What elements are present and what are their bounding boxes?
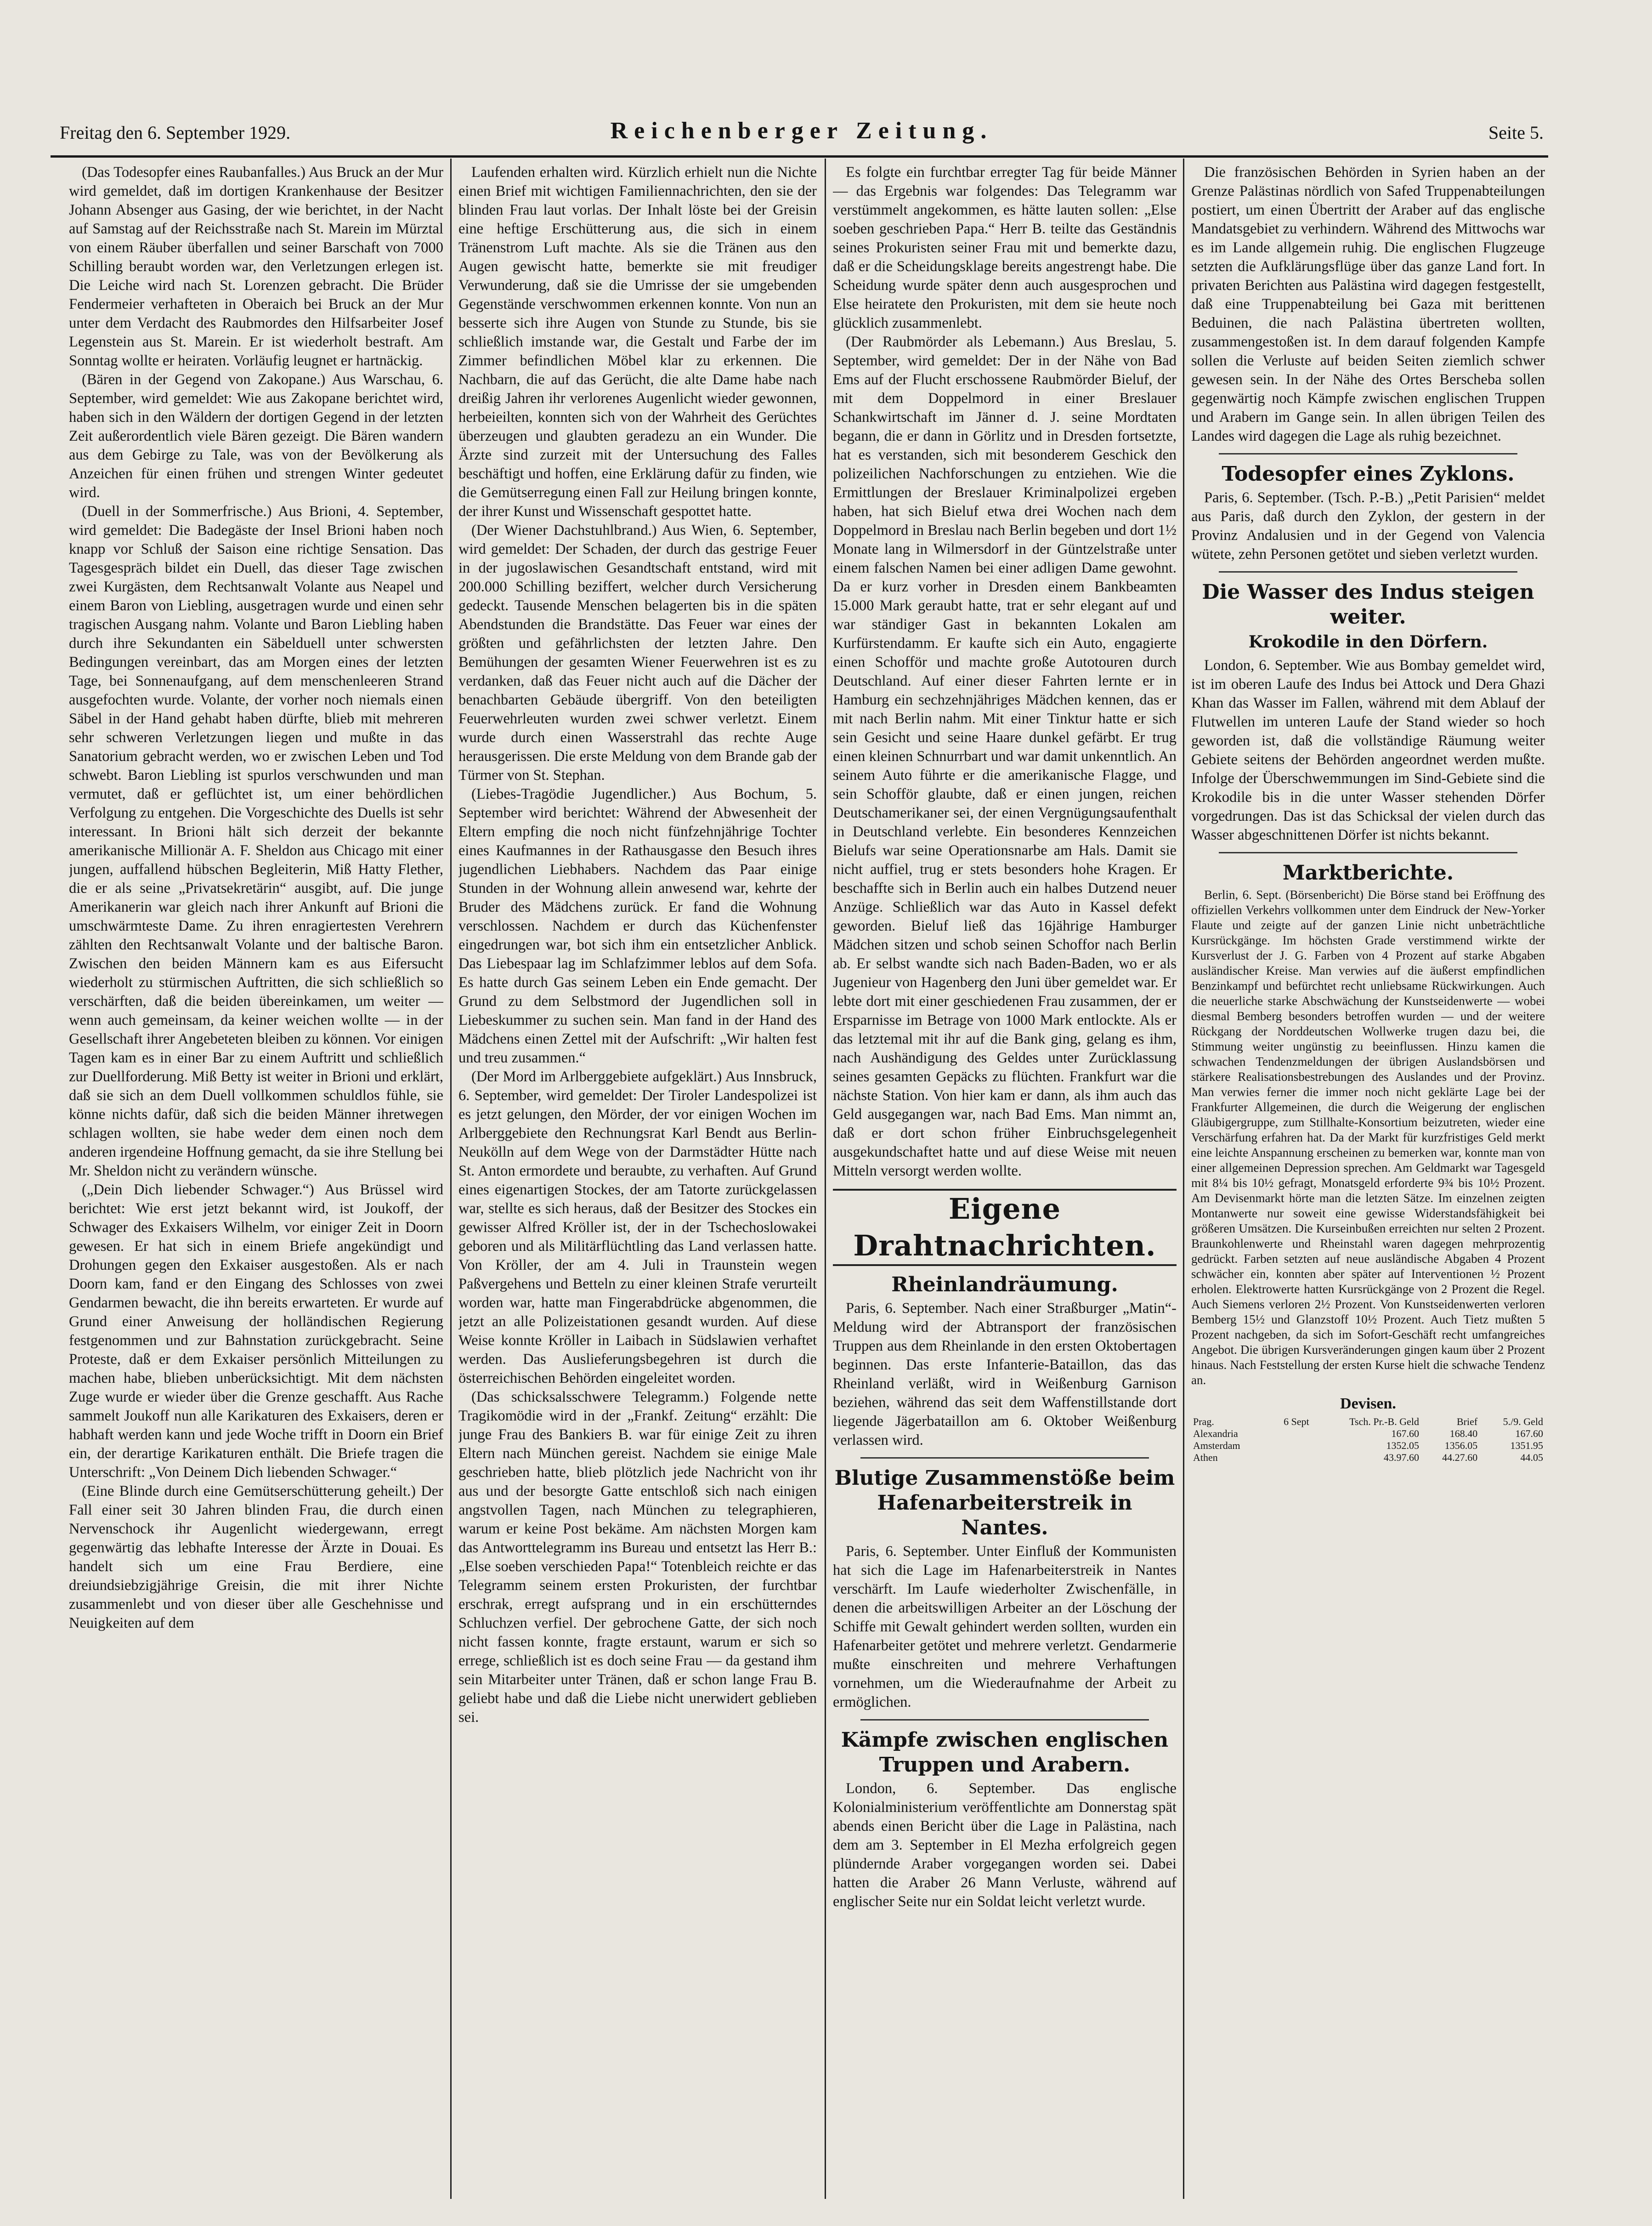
devisen-cell — [1267, 1428, 1311, 1440]
devisen-row — [1191, 1452, 1545, 1464]
column-divider — [825, 159, 826, 2199]
devisen-cell: 44.05 — [1520, 1452, 1543, 1463]
devisen-row — [1191, 1440, 1545, 1452]
devisen-header-cell: 5./9. Geld — [1503, 1416, 1543, 1427]
devisen-cell: 167.60 — [1391, 1428, 1419, 1439]
article-headline: Die Wasser des Indus steigen weiter. — [1202, 580, 1534, 629]
devisen-cell — [1267, 1440, 1311, 1452]
newspaper-title: Reichenberger Zeitung. — [610, 118, 993, 144]
article-separator — [1219, 453, 1517, 454]
devisen-title: Devisen. — [1340, 1395, 1396, 1412]
article-separator — [1219, 852, 1517, 853]
devisen-cell: 167.60 — [1515, 1428, 1543, 1439]
article-separator — [860, 1457, 1149, 1459]
article-paragraph: (Der Mord im Arlberggebiete aufgeklärt.) Aus Innsbruck, 6. September, wird gemeldet: Der Tiroler Landespolizei ist es jetzt gelungen, den Mörder, der vor einigen Wochen im Arlberggebiete den Rechnungsrat Karl Bendt aus Berlin-Neukölln auf dem Wege von der Darmstädter Hütte nach St. Anton ermordete und beraubte, zu verhaften. Auf Grund eines eigenartigen Stockes, der am Tatorte zurückgelassen war, stellte es sich heraus, daß der Besitzer des Stockes ein gewisser Alfred Kröller ist, der in der Tschechoslowakei geboren und als Militärflüchtling das Land verlassen hatte. Von Kröller, der am 4. Juli in Traunstein wegen Paßvergehens und Betteln zu einer kleinen Strafe verurteilt worden war, hatte man Fingerabdrücke abgenommen, die jetzt an alle Polizeistationen gesandt wurden. Auf diese Weise konnte Kröller in Laibach in Südslawien verhaftet werden. Das Auslieferungsbegehren ist durch die österreichischen Behörden eingeleitet worden. — [458, 1068, 817, 1386]
devisen-cell: Alexandria — [1193, 1428, 1238, 1439]
column-4 — [1191, 163, 1545, 2208]
devisen-cell: 1356.05 — [1444, 1440, 1478, 1451]
header-rule — [51, 155, 1548, 158]
devisen-cell: 1352.05 — [1386, 1440, 1419, 1451]
devisen-cell — [1267, 1452, 1311, 1464]
devisen-cell: 43.97.60 — [1384, 1452, 1419, 1463]
page-header — [60, 117, 1544, 154]
article-paragraph: (Duell in der Sommerfrische.) Aus Brioni, 4. September, wird gemeldet: Die Badegäste der Insel Brioni haben noch knapp vor Schluß der Saison eine richtige Sensation. Das Tagesgespräch bildet ein Duell, das dieser Tage zwischen zwei Kurgästen, dem Rechtsanwalt Volante aus Neapel und einem Baron von Liebling, ausgetragen wurde und einen sehr tragischen Ausgang nahm. Volante und Baron Liebling haben durch ihre Sekundanten ein Säbelduell unter schwersten Bedingungen vereinbart, das am Morgen eines der letzten Tage, bei Sonnenaufgang, auf dem menschenleeren Strand ausgefochten wurde. Volante, der vorher noch niemals einen Säbel in der Hand gehabt haben dürfte, blieb mit mehreren sehr schweren Verletzungen liegen und mußte in das Sanatorium gebracht werden, wo er zwischen Leben und Tod schwebt. Baron Liebling ist spurlos verschwunden und man vermutet, daß er geflüchtet ist, um einer behördlichen Verfolgung zu entgehen. Die Vorgeschichte des Duells ist sehr interessant. In Brioni hält sich derzeit der bekannte amerikanische Millionär A. F. Sheldon aus Chicago mit einer jungen, auffallend hübschen Begleiterin, Miß Hatty Flether, die er als seine „Privatsekretärin“ ausgibt, auf. Die junge Amerikanerin war gleich nach ihrer Ankunft auf Brioni die umschwärmteste Dame. Zu ihren enragiertesten Verehrern zählten den Rechtsanwalt Volante und der baltische Baron. Zwischen den beiden Männern kam es aus Eifersucht wiederholt zu stürmischen Auftritten, die sich schließlich so verschärften, daß die beiden übereinkamen, um weiter — wenn auch gemeinsam, da keiner weichen wollte — in der Gesellschaft ihrer Angebeteten bleiben zu können. Vor einigen Tagen kam es in einer Bar zu einem Auftritt und schließlich zur Duellforderung. Miß Betty ist weiter in Brioni und erklärt, daß sie sich an dem Duell vollkommen schuldlos fühle, sie könne nichts dafür, daß sich die beiden Männer ihretwegen schlagen wollten, sie habe weder dem einen noch dem anderen irgendeine Hoffnung gemacht, da sie ihre Stellung bei Mr. Sheldon nicht zu verändern wünsche. — [69, 503, 443, 1179]
article-paragraph: (Das Todesopfer eines Raubanfalles.) Aus Bruck an der Mur wird gemeldet, daß im dortigen Krankenhause der Besitzer Johann Absenger aus Gasing, der wie berichtet, in der Nacht auf Samstag auf der Reichsstraße nach St. Marein im Mürztal von einem Räuber überfallen und seiner Barschaft von 7000 Schilling beraubt worden war, den Verletzungen erlegen ist. Die Leiche wird nach St. Lorenzen gebracht. Die Brüder Fendermeier verhafteten in Oberaich bei Bruck an der Mur unter dem Verdacht des Raubmordes den Hilfsarbeiter Josef Legenstein aus St. Marein. Er ist wiederholt bestraft. Am Sonntag wollte er heiraten. Vorläufig leugnet er hartnäckig. — [69, 164, 443, 369]
article-paragraph: (Der Wiener Dachstuhlbrand.) Aus Wien, 6. September, wird gemeldet: Der Schaden, der durch das gestrige Feuer in der jugoslawischen Gesandtschaft entstand, wird mit 200.000 Schilling beziffert, welcher durch Versicherung gedeckt. Tausende Menschen belagerten bis in die späten Abendstunden die Brandstätte. Das Feuer war eines der größten und gefährlichsten der letzten Jahre. Den Bemühungen der gesamten Wiener Feuerwehren ist es zu verdanken, daß das Feuer nicht auch auf die Dächer der benachbarten Gebäude übergriff. Von den beteiligten Feuerwehrleuten wurden zwei schwer verletzt. Einem wurde durch einen Wasserstrahl das rechte Auge herausgerissen. Die erste Meldung von dem Brande gab der Türmer von St. Stephan. — [458, 522, 817, 784]
devisen-cell: 168.40 — [1449, 1428, 1478, 1439]
article-headline: Kämpfe zwischen englischen Truppen und Arabern. — [841, 1728, 1169, 1777]
devisen-header-cell: 6 Sept — [1284, 1416, 1309, 1427]
article-paragraph: (Liebes-Tragödie Jugendlicher.) Aus Bochum, 5. September wird berichtet: Während der Abwesenheit der Eltern empfing die noch nicht fünfzehnjährige Tochter eines Kaufmannes in der Rathausgasse den Besuch ihres jugendlichen Liebhabers. Nachdem das Paar einige Stunden in der Wohnung allein anwesend war, kehrte der Bruder des Mädchens zurück. Er fand die Wohnung verschlossen. Nachdem er durch das Küchenfenster eingedrungen war, bot sich ihm ein entsetzlicher Anblick. Das Liebespaar lag im Schlafzimmer leblos auf dem Sofa. Es hatte durch Gas seinem Leben ein Ende gemacht. Der Grund zu dem Selbstmord der Jugendlichen soll in Liebeskummer zu suchen sein. Man fand in der Hand des Mädchens einen Zettel mit der Aufschrift: „Wir halten fest und treu zusammen.“ — [458, 786, 817, 1066]
article-paragraph: („Dein Dich liebender Schwager.“) Aus Brüssel wird berichtet: Wie erst jetzt bekannt wird, ist Joukoff, der Schwager des Exkaisers Wilhelm, vor einiger Zeit in Doorn gewesen. Er hat sich in einem Briefe angekündigt und Drohungen gegen den Exkaiser ausgestoßen. Als er nach Doorn kam, fand er den Eingang des Schlosses von zwei Gendarmen bewacht, die ihn bereits erwarteten. Er wurde auf Grund einer Anweisung der holländischen Regierung festgenommen und zur Bahnstation zurückgebracht. Seine Proteste, daß er dem Exkaiser persönlich Mitteilungen zu machen habe, blieben unberücksichtigt. Mit dem nächsten Zuge wurde er wieder über die Grenze geschafft. Aus Rache sammelt Joukoff nun alle Karikaturen des Exkaisers, deren er habhaft werden kann und jede Woche trifft in Doorn ein Brief ein, der derartige Karikaturen enthält. Die Briefe tragen die Unterschrift: „Von Deinem Dich liebenden Schwager.“ — [69, 1181, 443, 1481]
market-report: Berlin, 6. Sept. (Börsenbericht) Die Börse stand bei Eröffnung des offiziellen Verkehrs vollkommen unter dem Eindruck der New-Yorker Flaute und zeigte auf der ganzen Linie nicht unbeträchtliche Kursrückgänge. Im höchsten Grade verstimmend wirkte der Kursverlust der J. G. Farben von 4 Prozent auf starke Abgaben ausländischer Kreise. Man verwies auf die äußerst empfindlichen Benzinkampf und befürchtet recht unliebsame Rückwirkungen. Auch die neuerliche starke Abschwächung der Kunstseidenwerte — wobei diesmal Bemberg besonders betroffen wurden — und der weitere Rückgang der Norddeutschen Wollwerke trugen dazu bei, die Stimmung weiter ungünstig zu beeinflussen. Hinzu kamen die schwachen Tendenzmeldungen der übrigen Auslandsbörsen und stärkere Realisationsbestrebungen des Auslandes und der Provinz. Man verwies ferner die immer noch nicht geklärte Lage bei der Frankfurter Allgemeinen, die durch die Weigerung der englischen Gläubigergruppe, zum Stillhalte-Konsortium beizutreten, wieder eine Verschärfung erfahren hat. Da der Markt für kurzfristiges Geld merkt eine leichte Anspannung erscheinen zu bemerken war, konnte man von einer allgemeinen Depression sprechen. Am Geldmarkt war Tagesgeld mit 8¼ bis 10½ gefragt, Monatsgeld erforderte 9¾ bis 10½ Prozent. Am Devisenmarkt hörte man die letzten Sätze. Im einzelnen zeigten Montanwerte nur soweit eine gewisse Widerstandsfähigkeit bei größeren Umsätzen. Die Kurseinbußen erreichten nur selten 2 Prozent. Braunkohlenwerte und Rheinstahl waren dagegen mehrprozentig gedrückt. Farben setzten auf neue ausländische Abgaben 4 Prozent schwächer ein, konnten aber später auf Interventionen ½ Prozent erholen. Elektrowerte hatten Kursrückgänge von 2 Prozent die Regel. Auch Siemens verloren 2½ Prozent. Von Kunstseidenwerten verloren Bemberg 15½ und Glanzstoff 10½ Prozent. Auch Tietz mußten 5 Prozent nachgeben, da sich im Sofort-Geschäft recht umfangreiches Angebot. Die übrigen Kursveränderungen gingen kaum über 2 Prozent hinaus. Nach Feststellung der ersten Kurse hielt die schwache Tendenz an. — [1191, 888, 1545, 1387]
devisen-cell: 1351.95 — [1510, 1440, 1543, 1451]
article-paragraph: London, 6. September. Das englische Kolonialministerium veröffentlichte am Donnerstag spät abends einen Bericht über die Lage in Palästina, nach dem am 3. September in El Mezha erfolgreich gegen plündernde Araber vorgegangen worden sei. Dabei hatten die Araber 26 Mann Verluste, während auf englischer Seite nur ein Soldat leicht verletzt wurde. — [833, 1780, 1177, 1910]
article-paragraph: Paris, 6. September. Unter Einfluß der Kommunisten hat sich die Lage im Hafenarbeiterstreik in Nantes verschärft. Im Laufe wiederholter Zwischenfälle, in denen die arbeitswilligen Arbeiter an der Löschung der Schiffe mit Gewalt gehindert werden sollten, wurden ein Hafenarbeiter getötet und mehrere verletzt. Gendarmerie mußte einschreiten und mehrere Verhaftungen vornehmen, um die Wiederaufnahme der Arbeit zu ermöglichen. — [833, 1543, 1177, 1710]
article-paragraph: (Eine Blinde durch eine Gemütserschütterung geheilt.) Der Fall einer seit 30 Jahren blinden Frau, die durch einen Nervenschock ihr Augenlicht wiedergewann, erregt gegenwärtig das lebhafte Interesse der Ärzte in Douai. Es handelt sich um eine Frau Berdiere, eine dreiundsiebzigjährige Greisin, die mit ihrer Nichte zusammenlebt und von dieser über alle Geschehnisse und Neuigkeiten auf dem — [69, 1483, 443, 1631]
article-paragraph: Paris, 6. September. (Tsch. P.-B.) „Petit Parisien“ meldet aus Paris, daß durch den Zyklon, der gestern in der Provinz Andalusien und in der Gegend von Valencia wütete, zehn Personen getötet und sieben verletzt wurden. — [1191, 489, 1545, 562]
article-headline: Marktberichte. — [1282, 861, 1454, 885]
article-paragraph: Laufenden erhalten wird. Kürzlich erhielt nun die Nichte einen Brief mit wichtigen Familiennachrichten, den sie der blinden Frau laut vorlas. Der Inhalt löste bei der Greisin eine heftige Erschütterung aus, die sich in einem Tränenstrom Luft machte. Als sie die Tränen aus den Augen gewischt hatte, bemerkte sie mit freudiger Verwunderung, daß sie die Umrisse der sie umgebenden Gegenstände verschwommen erkennen konnte. Von nun an besserte sich ihre Augen von Stunde zu Stunde, bis sie schließlich imstande war, die Gestalt und Farbe der im Zimmer befindlichen Möbel klar zu erkennen. Die Nachbarn, die auf das Gerücht, die alte Dame habe nach dreißig Jahren ihr verlorenes Augenlicht wieder gewonnen, herbeieilten, konnten sich von der Wahrheit des Gerüchtes überzeugen und glaubten geradezu an ein Wunder. Die Ärzte sind zurzeit mit der Untersuchung des Falles beschäftigt und hoffen, eine Erklärung dafür zu finden, wie die Gemütserregung einen Fall zur Heilung bringen konnte, der ihrer Kunst und Wissenschaft gespottet hatte. — [458, 164, 817, 520]
devisen-row — [1191, 1428, 1545, 1440]
devisen-cell: Amsterdam — [1193, 1440, 1240, 1451]
column-divider — [1183, 159, 1184, 2199]
devisen-cell: 44.27.60 — [1442, 1452, 1478, 1463]
article-subheadline: Krokodile in den Dörfern. — [1248, 632, 1488, 652]
article-separator — [860, 1719, 1149, 1721]
article-paragraph: (Das schicksalsschwere Telegramm.) Folgende nette Tragikomödie wird in der „Frankf. Zeitung“ erzählt: Die junge Frau des Bankiers B. war für einige Zeit zu ihren Eltern nach München gereist. Nachdem sie einige Male geschrieben hatte, blieb plötzlich jede Nachricht von ihr aus und der besorgte Gatte entschloß sich nach einigen angstvollen Tagen, nach München zu telegraphieren, warum er keine Post bekäme. Am nächsten Morgen kam das Antworttelegramm ins Bureau und entsetzt las Herr B.: „Else soeben verschieden Papa!“ Totenbleich reichte er das Telegramm seinem ersten Prokuristen, der furchtbar erschrak, erregt aufsprang und in ein erschütterndes Schluchzen verfiel. Der gebrochene Gatte, der sich noch nicht fassen konnte, fragte erstaunt, warum er sich so errege, schließlich ist es doch seine Frau — da gestand ihm sein Mitarbeiter unter Tränen, daß er schon lange Frau B. geliebt habe und daß die Liebe nicht unerwidert geblieben sei. — [458, 1389, 817, 1726]
section-heading: Eigene Drahtnachrichten. — [833, 1189, 1177, 1266]
article-paragraph: Paris, 6. September. Nach einer Straßburger „Matin“-Meldung wird der Abtransport der französischen Truppen aus dem Rheinlande in den ersten Oktobertagen beginnen. Das erste Infanterie-Bataillon, das das Rheinland verläßt, wird in Weißenburg Garnison beziehen, während das seit dem Waffenstillstande dort liegende Jägerbataillon am 6. Oktober Weißenburg verlassen wird. — [833, 1300, 1177, 1448]
article-paragraph: Es folgte ein furchtbar erregter Tag für beide Männer — das Ergebnis war folgendes: Das Telegramm war verstümmelt angekommen, es hätte lauten sollen: „Else soeben geschrieben Papa.“ Herr B. teilte das Geständnis seines Prokuristen seiner Frau mit und bemerkte dazu, daß er die Scheidungsklage bereits angestrengt habe. Die Scheidung wurde später denn auch ausgesprochen und Else heiratete den Prokuristen, mit dem sie heute noch glücklich zusammenlebt. — [833, 164, 1177, 331]
devisen-header-cell: Brief — [1457, 1416, 1478, 1427]
devisen-table — [1191, 1416, 1545, 1464]
header-date: Freitag den 6. September 1929. — [60, 122, 291, 143]
column-3 — [833, 163, 1177, 2208]
article-paragraph: Die französischen Behörden in Syrien haben an der Grenze Palästinas nördlich von Safed Truppenabteilungen postiert, um einen Übertritt der Araber auf das englische Mandatsgebiet zu verhindern. Während des Mittwochs war es im Lande allgemein ruhig. Die englischen Flugzeuge setzten die Aufklärungsflüge über das ganze Land fort. In privaten Berichten aus Palästina wird dagegen festgestellt, daß eine Truppenabteilung bei Gaza mit berittenen Beduinen, die nach Palästina übertreten wollten, zusammengestoßen ist. In dem darauf folgenden Kampfe sollen die Verluste auf beiden Seiten ziemlich schwer gewesen sein. In der Nähe des Ortes Berscheba sollen gegenwärtig noch Kämpfe zwischen englischen Truppen und Arabern im Gange sein. In allen übrigen Teilen des Landes wird dagegen die Lage als ruhig bezeichnet. — [1191, 164, 1545, 444]
article-paragraph: (Der Raubmörder als Lebemann.) Aus Breslau, 5. September, wird gemeldet: Der in der Nähe von Bad Ems auf der Flucht erschossene Raubmörder Bieluf, der mit dem Doppelmord in einer Breslauer Schankwirtschaft im Jänner d. J. seine Mordtaten begann, die er dann in Görlitz und in Dresden fortsetzte, hat es verstanden, sich mit besonderem Geschick den polizeilichen Nachforschungen zu entziehen. Wie die Ermittlungen der Breslauer Kriminalpolizei ergeben haben, hat sich Bieluf etwa drei Wochen nach dem Doppelmord in Breslau nach Berlin begeben und dort 1½ Monate lang in Wilmersdorf in der Güntzelstraße unter einem falschen Namen bei einer adligen Dame gewohnt. Da er kurz vorher in Dresden einem Bankbeamten 15.000 Mark geraubt hatte, trat er sehr elegant auf und war ständiger Gast in bekannten Lokalen am Kurfürstendamm. Er kaufte sich ein Auto, engagierte einen Schofför und machte große Autotouren durch Deutschland. Auf einer dieser Fahrten lernte er in Hamburg ein sechzehnjähriges Mädchen kennen, das er mit nach Berlin nahm. Mit einer Tinktur hatte er sich sein Gesicht und seine Haare dunkel gefärbt. Er trug einen kleinen Schnurrbart und war damit unkenntlich. An seinem Auto führte er die amerikanische Flagge, und sein Schofför glaubte, daß er einen jungen, reichen Deutschamerikaner sei, der einen Vergnügungsaufenthalt in Deutschland verlebte. Ein besonderes Kennzeichen Bielufs war seine Operationsnarbe am Hals. Damit sie nicht auffiel, trug er stets besonders hohe Kragen. Er beschaffte sich in Berlin auch ein halbes Dutzend neuer Anzüge. Schließlich war das Auto in Kassel defekt geworden. Bieluf ließ das 16jährige Hamburger Mädchen sitzen und schob seinen Schoffor nach Berlin ab. Er selbst wandte sich nach Baden-Baden, wo er als Jugenieur von Hagenberg den Juni über gemeldet war. Er lebte dort mit einer geschiedenen Frau zusammen, der er Ersparnisse im Betrage von 1000 Mark entlockte. Als er das letztemal mit ihr auf die Bank ging, gelang es ihm, nach Aushändigung des Geldes unter Zurücklassung seines gesamten Gepäcks zu flüchten. Frankfurt war die nächste Station. Von hier kam er dann, als ihm auch das Geld ausgegangen war, nach Bad Ems. Man nimmt an, daß er dort schon früher Einbruchsgelegenheit ausgekundschaftet hatte und auf diese Weise mit neuen Mitteln versorgt werden wollte. — [833, 334, 1177, 1179]
article-separator — [1219, 571, 1517, 573]
column-2 — [458, 163, 817, 2208]
devisen-cell: Athen — [1193, 1452, 1218, 1463]
page-number: Seite 5. — [1488, 122, 1544, 143]
article-paragraph: (Bären in der Gegend von Zakopane.) Aus Warschau, 6. September, wird gemeldet: Wie aus Zakopane berichtet wird, haben sich in den Wäldern der dortigen Gegend in der letzten Zeit außerordentlich viele Bären gezeigt. Die Bären wandern aus dem Gebirge zu Tale, was von der Bevölkerung als Anzeichen für einen frühen und strengen Winter gedeutet wird. — [69, 371, 443, 501]
column-1 — [69, 163, 443, 2208]
article-headline: Todesopfer eines Zyklons. — [1222, 462, 1515, 486]
devisen-header-cell: Tsch. Pr.-B. Geld — [1349, 1416, 1419, 1427]
article-paragraph: London, 6. September. Wie aus Bombay gemeldet wird, ist im oberen Laufe des Indus bei Attock und Dera Ghazi Khan das Wasser im Fallen, während mit dem Ablauf der Flutwellen im unteren Laufe der Stand wieder so hoch geworden ist, daß die vollständige Räumung weiter Gebiete seitens der Behörden angeordnet werden mußte. Infolge der Überschwemmungen im Sind-Gebiete sind die Krokodile bis in die unter Wasser stehenden Dörfer vorgedrungen. Das ist das Schicksal der vielen durch das Wasser abgeschnittenen Dörfer ist nichts bekannt. — [1191, 657, 1545, 843]
column-divider — [450, 159, 452, 2199]
article-headline: Blutige Zusammenstöße beim Hafenarbeiterstreik in Nantes. — [834, 1466, 1175, 1539]
devisen-header-cell: Prag. — [1193, 1416, 1214, 1427]
article-headline: Rheinlandräumung. — [891, 1273, 1118, 1296]
devisen-header-row — [1191, 1416, 1545, 1428]
